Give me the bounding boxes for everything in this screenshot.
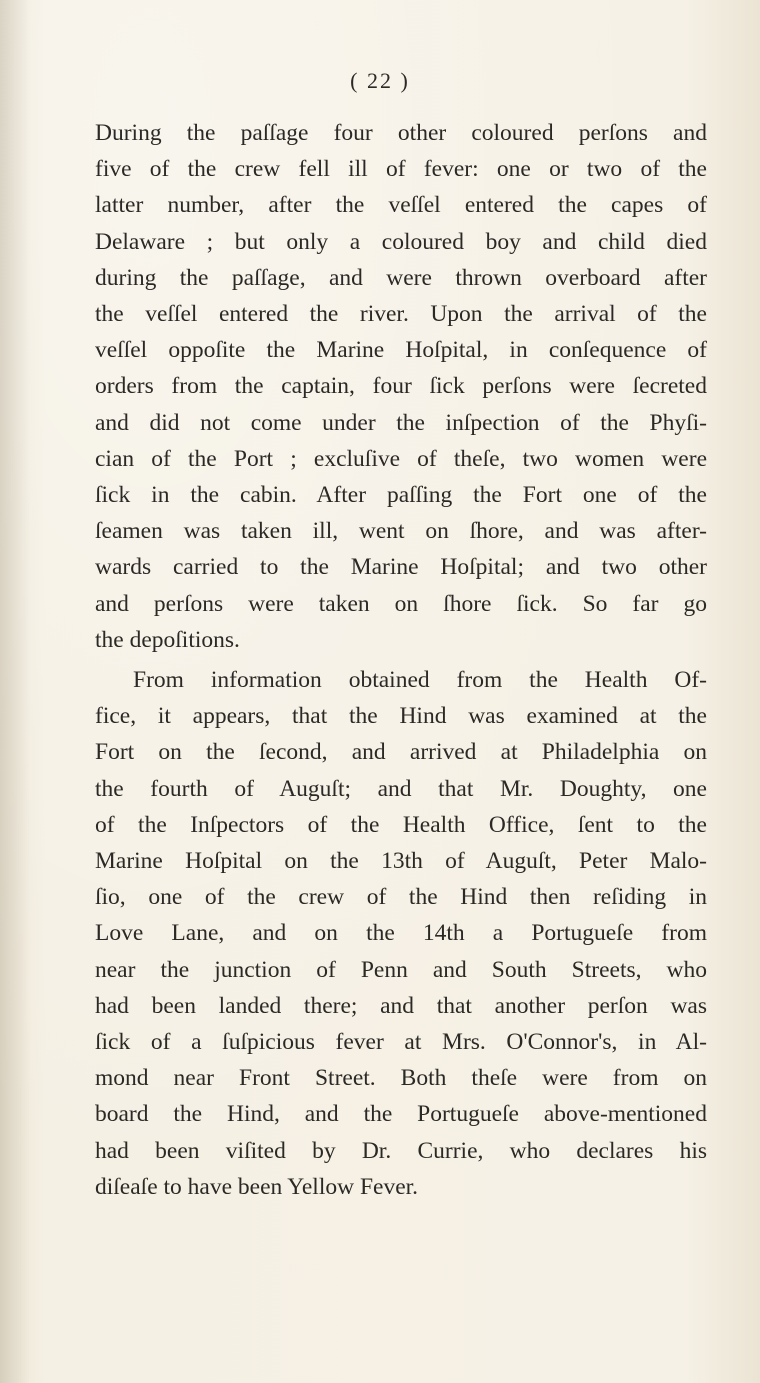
text-line: Love Lane, and on the 14th a Portugueſe from bbox=[95, 920, 707, 947]
text-line: From information obtained from the Health Of- bbox=[133, 667, 707, 694]
text-line: Fort on the ſecond, and arrived at Philadelphia on bbox=[95, 739, 707, 766]
text-line: near the junction of Penn and South Streets, who bbox=[95, 956, 707, 983]
text-line: fice, it appears, that the Hind was examined at the bbox=[95, 703, 707, 730]
text-line: and did not come under the inſpection of the Phyſi- bbox=[95, 409, 707, 436]
text-line: During the paſſage four other coloured perſons and bbox=[95, 120, 707, 146]
paragraph-1 bbox=[95, 115, 707, 658]
text-line: the veſſel entered the river. Upon the arrival of the bbox=[95, 301, 707, 328]
text-line: had been landed there; and that another perſon was bbox=[95, 992, 707, 1019]
text-line: Marine Hoſpital on the 13th of Auguſt, Peter Malo- bbox=[95, 848, 707, 875]
text-line: during the paſſage, and were thrown overboard after bbox=[95, 264, 707, 291]
body-text bbox=[95, 115, 707, 1205]
text-line: latter number, after the veſſel entered the capes of bbox=[95, 192, 707, 219]
text-line: ſeamen was taken ill, went on ſhore, and was after- bbox=[95, 518, 707, 545]
text-line: the depoſitions. bbox=[95, 626, 240, 653]
text-line: ſick of a ſuſpicious fever at Mrs. O'Connor's, in Al- bbox=[95, 1029, 707, 1056]
text-line: wards carried to the Marine Hoſpital; and two other bbox=[95, 554, 707, 581]
page-number: ( 22 ) bbox=[350, 68, 410, 93]
text-line: diſeaſe to have been Yellow Fever. bbox=[95, 1173, 419, 1200]
text-line: orders from the captain, four ſick perſons were ſecreted bbox=[95, 373, 707, 400]
text-line: five of the crew fell ill of fever: one or two of the bbox=[95, 156, 707, 183]
text-line: Delaware ; but only a coloured boy and child died bbox=[95, 228, 707, 255]
text-line: board the Hind, and the Portugueſe above-mentioned bbox=[95, 1101, 707, 1128]
text-line: ſick in the cabin. After paſſing the Fort one of the bbox=[95, 482, 707, 509]
paragraph-2 bbox=[95, 662, 707, 1205]
page-gutter-shadow bbox=[0, 0, 30, 1383]
text-line: cian of the Port ; excluſive of theſe, two women were bbox=[95, 445, 707, 472]
text-line: veſſel oppoſite the Marine Hoſpital, in conſequence of bbox=[95, 337, 707, 364]
text-line: mond near Front Street. Both theſe were from on bbox=[95, 1065, 707, 1092]
text-line: of the Inſpectors of the Health Office, ſent to the bbox=[95, 811, 707, 838]
text-line: the fourth of Auguſt; and that Mr. Doughty, one bbox=[95, 775, 707, 802]
text-line: and perſons were taken on ſhore ſick. So far go bbox=[95, 590, 707, 617]
text-line: had been viſited by Dr. Currie, who declares his bbox=[95, 1137, 707, 1164]
text-line: ſio, one of the crew of the Hind then reſiding in bbox=[95, 884, 707, 911]
